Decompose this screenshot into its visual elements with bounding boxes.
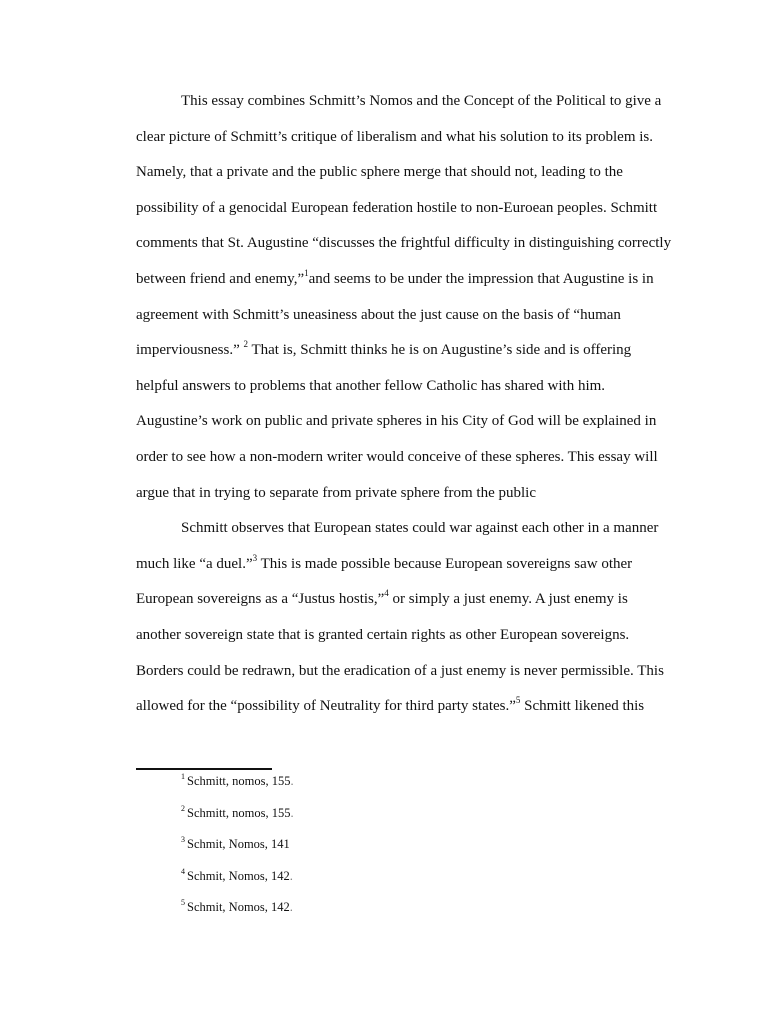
paragraph-2-line-2: [136, 547, 688, 583]
paragraph-1-line-3: Namely, that a private and the public sphere merge that should not, leading to the: [136, 164, 623, 181]
footnote-text: Schmitt, nomos, 155: [187, 774, 291, 788]
footnote-number: 2: [181, 803, 185, 813]
footnote-number: 4: [181, 866, 185, 876]
footnote-ref-3: 3: [252, 552, 258, 563]
paragraph-1-line-7: agreement with Schmitt’s uneasiness about the just cause on the basis of “human: [136, 306, 621, 323]
footnote-ref-4: 4: [384, 588, 389, 599]
text-span: between friend and enemy,”: [136, 270, 305, 287]
footnote-ref-1: 1: [304, 267, 309, 278]
text-span: much like “a duel.”: [136, 555, 253, 572]
text-span: Schmitt likened this: [520, 698, 645, 715]
footnote-2: [181, 802, 294, 834]
paragraph-2-line-6: [136, 689, 688, 725]
paragraph-1-line-9: helpful answers to problems that another fellow Catholic has shared with him.: [136, 377, 606, 394]
text-span: That is, Schmitt thinks he is on Augustine’s side and is offering: [247, 342, 632, 359]
paragraph-1-line-10: Augustine’s work on public and private spheres in his City of God will be explained in: [136, 413, 657, 430]
paragraph-1-line-2: clear picture of Schmitt’s critique of liberalism and what his solution to its problem is.: [136, 128, 653, 145]
paragraph-1-line-11: order to see how a non-modern writer would conceive of these spheres. This essay will: [136, 448, 658, 465]
paragraph-1-line-4: possibility of a genocidal European federation hostile to non-Euroean peoples. Schmitt: [136, 199, 658, 216]
footnote-period: .: [290, 805, 294, 820]
paragraph-2-line-3: [136, 582, 688, 618]
paragraph-2-line-1: Schmitt observes that European states could war against each other in a manner: [181, 520, 659, 537]
footnote-period: .: [290, 774, 294, 788]
footnote-3: [181, 833, 294, 865]
footnote-4: [181, 865, 294, 897]
footnote-number: 5: [181, 898, 185, 908]
text-span: This is made possible because European sovereigns saw other: [257, 555, 633, 572]
footnote-1: [181, 770, 294, 802]
footnote-5: [181, 896, 294, 928]
paragraph-2-line-5: Borders could be redrawn, but the eradication of a just enemy is never permissible. This: [136, 662, 664, 679]
footnote-text: Schmitt, nomos, 155: [187, 805, 291, 820]
paragraph-2-line-4: another sovereign state that is granted certain rights as other European sovereigns.: [136, 626, 630, 643]
footnote-ref-2: 2: [243, 339, 248, 350]
footnote-period: .: [289, 900, 293, 915]
footnote-number: 1: [181, 772, 185, 781]
paragraph-1-line-1: This essay combines Schmitt’s Nomos and the Concept of the Political to give a: [181, 93, 662, 109]
paragraph-1-line-6: [136, 262, 688, 298]
footnotes: [181, 770, 294, 928]
footnote-ref-5: 5: [515, 695, 521, 706]
text-span: European sovereigns as a “Justus hostis,”: [136, 591, 385, 608]
body-text: [136, 84, 688, 725]
footnote-number: 3: [181, 835, 185, 845]
footnote-period: .: [289, 868, 293, 883]
text-span: allowed for the “possibility of Neutrality for third party states.”: [136, 698, 516, 715]
footnote-text: Schmit, Nomos, 141: [187, 837, 290, 852]
footnote-text: Schmit, Nomos, 142: [187, 868, 290, 883]
footnote-text: Schmit, Nomos, 142: [187, 900, 290, 915]
paragraph-1-line-12: argue that in trying to separate from private sphere from the public: [136, 484, 537, 501]
text-span: and seems to be under the impression that Augustine is in: [308, 270, 654, 287]
paragraph-1-line-5: comments that St. Augustine “discusses the frightful difficulty in distinguishing correctly: [136, 235, 672, 252]
paragraph-1-line-8: [136, 333, 688, 369]
text-span: imperviousness.”: [136, 342, 244, 359]
text-span: or simply a just enemy. A just enemy is: [388, 591, 628, 608]
